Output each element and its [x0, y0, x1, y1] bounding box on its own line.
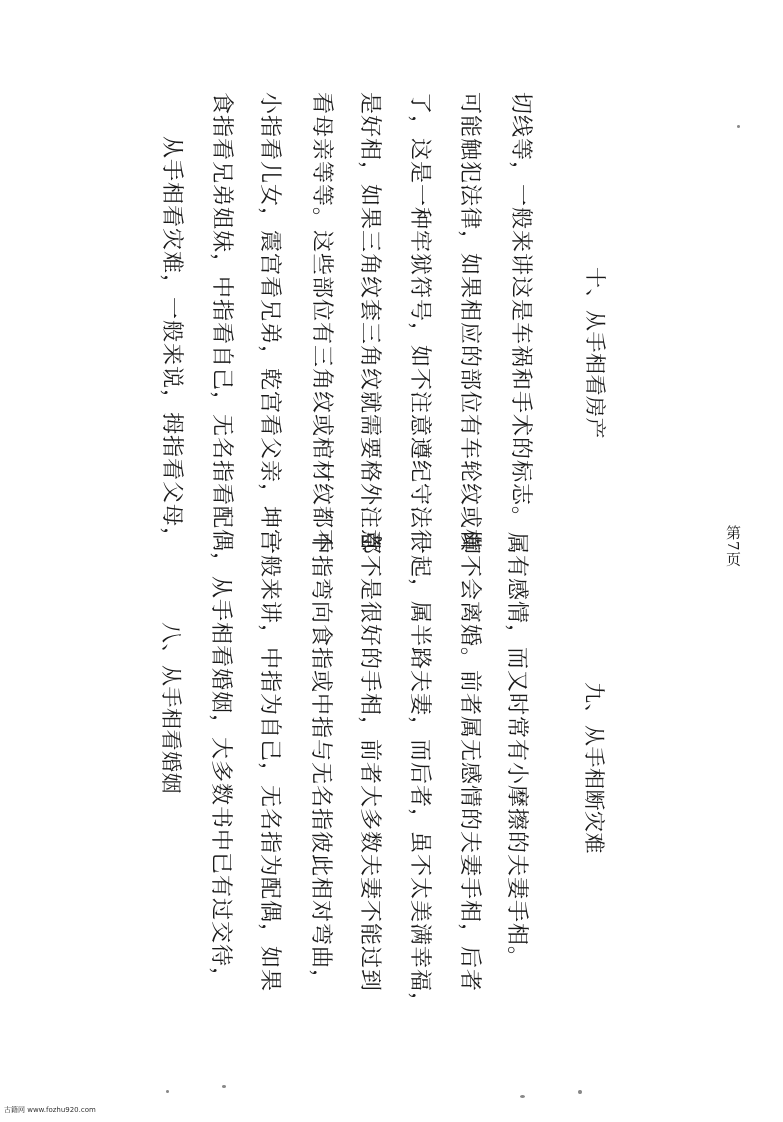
body-line: 可能触犯法律，如果相应的部位有车轮纹或横 — [457, 92, 482, 553]
body-line: 一般来讲，中指为自己，无名指为配偶，如果 — [257, 532, 282, 993]
body-line: 属有感情，而又时常有小摩擦的夫妻手相。 — [504, 532, 529, 970]
body-line: 食指看兄弟姐妹，中指看自己，无名指看配偶， — [209, 92, 234, 576]
site-watermark: 古籍网 www.fozhu920.com — [4, 1106, 96, 1114]
body-line: 是好相，如果三角纹套三角纹就需要格外注意 — [357, 92, 382, 553]
body-line: 了，这是一种牢狱符号，如不注意遵纪守法很 — [407, 92, 432, 553]
body-line: 却不会离婚。前者属无感情的夫妻手相，后者 — [457, 532, 482, 993]
body-line: 中指弯向食指或中指与无名指彼此相对弯曲， — [308, 532, 333, 993]
scan-speck — [578, 1090, 582, 1094]
body-line: 切线等，一般来讲这是车祸和手术的标志。 — [508, 92, 533, 530]
scan-speck — [166, 1090, 169, 1093]
body-line: 看母亲等等。这些部位有三角纹或棺材纹都不 — [309, 92, 334, 553]
scan-speck — [520, 1095, 525, 1098]
scan-speck — [222, 1085, 226, 1088]
rotated-text-block-right — [94, 92, 783, 1042]
body-line: 从手相看婚姻，大多数书中已有过交待， — [208, 576, 233, 991]
section-heading-property: 十、从手相看房产 — [583, 267, 607, 439]
section-heading-marriage: 八、从手相看婚姻 — [159, 622, 183, 794]
page-number: 第7页 — [724, 525, 742, 568]
body-line: 从手相看灾难，一般来说，拇指看父母， — [159, 136, 184, 551]
scan-speck — [737, 125, 740, 128]
section-heading-disaster: 九、从手相断灾难 — [582, 682, 606, 854]
body-line: 一起，属半路夫妻，而后者，虽不太美满幸福， — [407, 532, 432, 1016]
body-line: 都不是很好的手相，前者大多数夫妻不能过到 — [357, 532, 382, 993]
body-line: 小指看儿女，震宫看兄弟，乾宫看父亲，坤宫 — [257, 92, 282, 553]
